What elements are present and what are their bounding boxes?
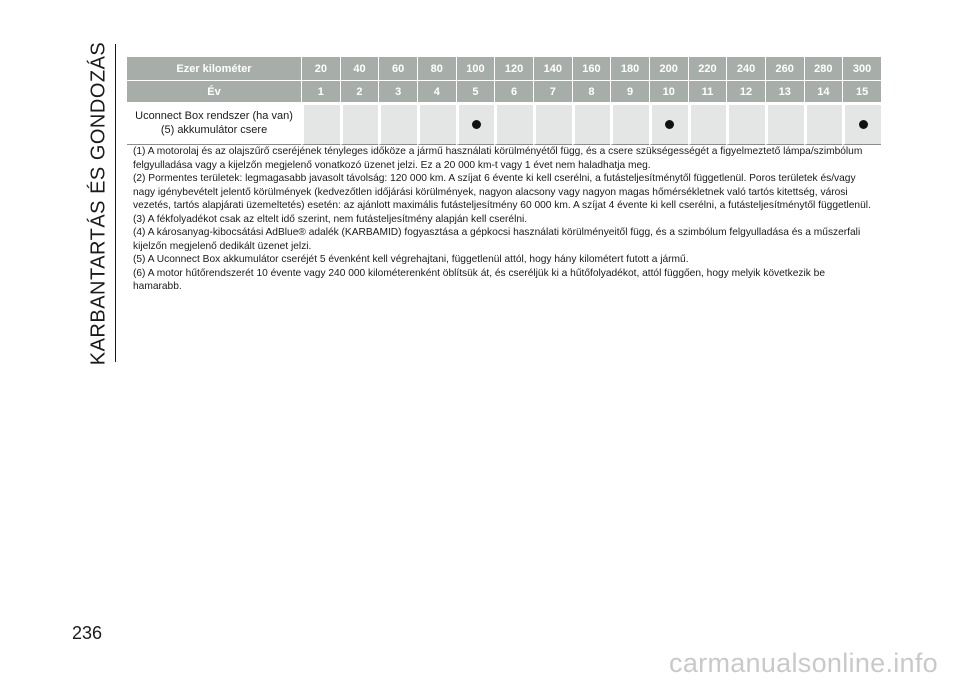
schedule-cell	[688, 102, 727, 145]
watermark: carmanualsonline.info	[669, 648, 938, 678]
km-cell: 260	[765, 57, 804, 81]
schedule-cell	[842, 102, 881, 145]
km-cell: 180	[610, 57, 649, 81]
year-header-label: Év	[127, 81, 301, 102]
km-cell: 60	[378, 57, 417, 81]
year-cell: 7	[533, 81, 572, 102]
maintenance-table	[127, 57, 881, 145]
schedule-cell	[417, 102, 456, 145]
chapter-title	[84, 41, 114, 365]
schedule-cell	[572, 102, 611, 145]
km-cell: 240	[726, 57, 765, 81]
schedule-cell	[765, 102, 804, 145]
schedule-cell	[456, 102, 495, 145]
footnote: (2) Pormentes területek: legmagasabb javasolt távolság: 120 000 km. A szíjat 6 évente ki kell cserélni, a futásteljesítménytől függetlenül. Poros területek és/vagy nagy igénybevételt jelentő körülmények (kedvezőtlen időjárási körülmények, nagyon alacsony vagy nagyon magas hőmérsékletnek való tartós kitettség, városi vezetés, tartós alapjárati üzemeltetés) esetén: az ajánlott maximális futásteljesítmény 60 000 km. A szíjat 4 évente ki kell cserélni, a futásteljesítménytől függetlenül.	[133, 173, 871, 211]
schedule-cell	[726, 102, 765, 145]
km-cell: 280	[804, 57, 843, 81]
year-cell: 5	[456, 81, 495, 102]
year-cell: 10	[649, 81, 688, 102]
service-due-dot-icon	[472, 120, 481, 129]
year-cell: 2	[340, 81, 379, 102]
schedule-cell	[494, 102, 533, 145]
chapter-title-text: KARBANTARTÁS ÉS GONDOZÁS	[87, 41, 110, 365]
km-cell: 140	[533, 57, 572, 81]
service-due-dot-icon	[665, 120, 674, 129]
page-number: 236	[72, 623, 103, 643]
year-cell: 1	[301, 81, 340, 102]
km-cell: 220	[688, 57, 727, 81]
year-cell: 8	[572, 81, 611, 102]
km-header-label: Ezer kilométer	[127, 57, 301, 81]
km-cell: 120	[494, 57, 533, 81]
year-cell: 14	[804, 81, 843, 102]
km-cell: 300	[842, 57, 881, 81]
footnote: (5) A Uconnect Box akkumulátor cseréjét 5 évenként kell végrehajtani, függetlenül attól, hogy hány kilométert futott a jármű.	[133, 254, 689, 265]
km-cell: 160	[572, 57, 611, 81]
year-cell: 11	[688, 81, 727, 102]
schedule-cell	[649, 102, 688, 145]
km-cell: 100	[456, 57, 495, 81]
item-label-line1: Uconnect Box rendszer (ha van)	[135, 110, 293, 122]
service-due-dot-icon	[859, 120, 868, 129]
year-cell: 15	[842, 81, 881, 102]
footnote: (4) A károsanyag-kibocsátási AdBlue® adalék (KARBAMID) fogyasztása a gépkocsi használati körülményeitől függ, és a szimbólum felgyulladása és a műszerfali kijelzőn megjelenő dedikált üzenet jelzi.	[133, 227, 861, 252]
km-cell: 20	[301, 57, 340, 81]
year-cell: 13	[765, 81, 804, 102]
schedule-cell	[610, 102, 649, 145]
footnote: (6) A motor hűtőrendszerét 10 évente vagy 240 000 kilométerenként öblítsük át, és cseréljük ki a hűtőfolyadékot, attól függően, hogy melyik következik be hamarabb.	[133, 267, 826, 292]
schedule-cell	[340, 102, 379, 145]
uconnect-battery-row	[127, 102, 881, 145]
schedule-cell	[533, 102, 572, 145]
km-header-row	[127, 57, 881, 81]
km-cell: 80	[417, 57, 456, 81]
item-label	[127, 102, 301, 145]
year-cell: 3	[378, 81, 417, 102]
chapter-divider	[115, 44, 116, 362]
year-cell: 4	[417, 81, 456, 102]
km-cell: 200	[649, 57, 688, 81]
km-cell: 40	[340, 57, 379, 81]
year-header-row	[127, 81, 881, 102]
schedule-cell	[804, 102, 843, 145]
footnote: (3) A fékfolyadékot csak az eltelt idő szerint, nem futásteljesítmény alapján kell cserélni.	[133, 213, 528, 225]
footnote: (1) A motorolaj és az olajszűrő cseréjének tényleges időköze a jármű használati körülményétől függ, és a csere szükségességét a figyelmeztető lámpa/szimbólum felgyulladása vagy a kijelzőn megjelenő vonatkozó üzenet jelzi. Ez a 20 000 km-t vagy 1 évet nem haladhatja meg.	[133, 146, 863, 171]
year-cell: 6	[494, 81, 533, 102]
footnotes	[133, 145, 873, 294]
year-cell: 12	[726, 81, 765, 102]
year-cell: 9	[610, 81, 649, 102]
item-label-line2: (5) akkumulátor csere	[160, 124, 268, 136]
schedule-cell	[301, 102, 340, 145]
schedule-cell	[378, 102, 417, 145]
